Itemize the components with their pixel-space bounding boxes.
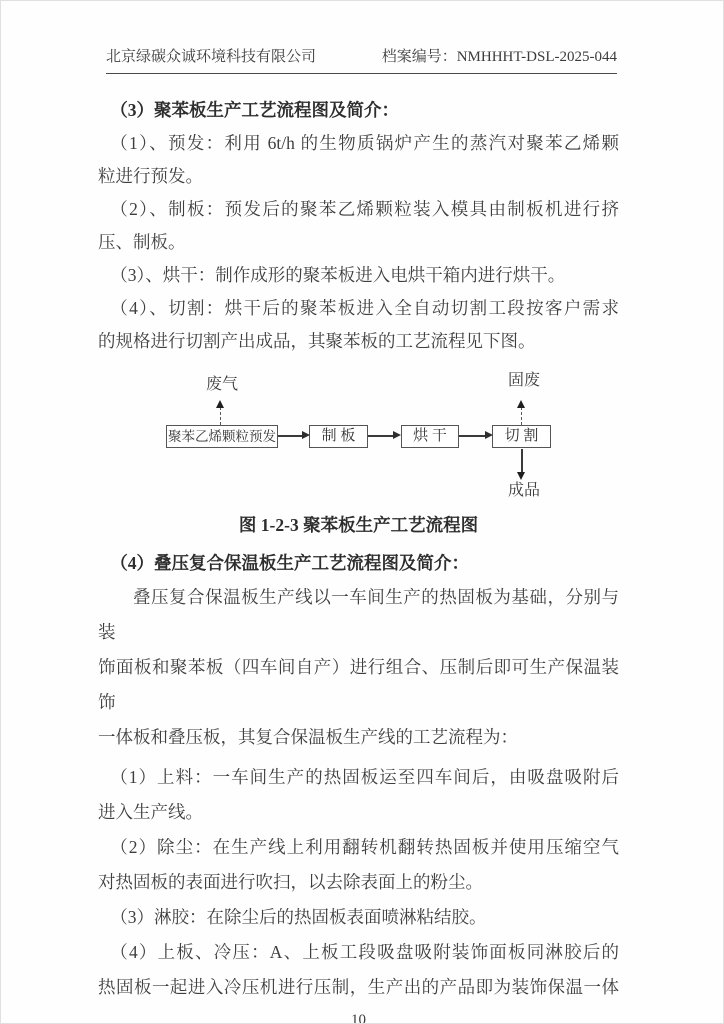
- section3-paragraphs: [98, 127, 619, 358]
- body-line: 进入生产线。: [98, 802, 203, 822]
- dashed-arrow-up-icon: [521, 407, 522, 425]
- process-box-cut: 切 割: [492, 425, 551, 448]
- arrow-shaft: [278, 435, 303, 437]
- body-line: （4）上板、冷压：A、上板工段吸盘吸附装饰面板同淋胶后的: [110, 942, 619, 962]
- page-body: [98, 94, 619, 1005]
- body-line: （3）淋胶：在除尘后的热固板表面喷淋粘结胶。: [110, 907, 487, 927]
- body-line: （2）、制板：预发后的聚苯乙烯颗粒装入模具由制板机进行挤: [110, 199, 619, 219]
- body-line: （1）上料：一车间生产的热固板运至四车间后，由吸盘吸附后: [110, 767, 619, 787]
- page-footer: [98, 1010, 619, 1024]
- arrowhead-down-icon: [517, 472, 525, 480]
- body-line: 一体板和叠压板，其复合保温板生产线的工艺流程为：: [98, 727, 518, 747]
- waste-gas-label: 废气: [205, 376, 238, 393]
- body-line: （3）、烘干：制作成形的聚苯板进入电烘干箱内进行烘干。: [110, 265, 566, 285]
- arrowhead-right-icon: [302, 431, 310, 439]
- arrowhead-up-icon: [216, 400, 224, 408]
- process-flow-diagram: [98, 372, 619, 504]
- arrowhead-right-icon: [485, 431, 493, 439]
- section3-heading: （3）聚苯板生产工艺流程图及简介：: [110, 100, 399, 120]
- body-line: 饰面板和聚苯板（四车间自产）进行组合、压制后即可生产保温装饰: [98, 657, 619, 712]
- page-number: 10: [351, 1012, 366, 1024]
- body-line: 热固板一起进入冷压机进行压制，生产出的产品即为装饰保温一体: [98, 977, 619, 997]
- product-label: 成品: [507, 482, 540, 499]
- body-line: 压、制板。: [98, 232, 186, 252]
- section4-paragraphs: [98, 580, 619, 1005]
- archive-number-label: 档案编号：: [381, 49, 457, 65]
- arrow-down-icon: [521, 449, 523, 473]
- section4-heading: （4）叠压复合保温板生产工艺流程图及简介：: [110, 553, 469, 573]
- body-line: （1）、预发：利用 6t/h 的生物质锅炉产生的蒸汽对聚苯乙烯颗: [110, 133, 619, 153]
- arrow-shaft: [459, 435, 486, 437]
- body-line: 叠压复合保温板生产线以一车间生产的热固板为基础，分别与装: [98, 587, 619, 642]
- body-line: 对热固板的表面进行吹扫，以去除表面上的粉尘。: [98, 872, 483, 892]
- body-line: （4）、切割：烘干后的聚苯板进入全自动切割工段按客户需求: [110, 298, 619, 318]
- process-box-prefoam: 聚苯乙烯颗粒预发: [166, 425, 278, 448]
- body-line: 的规格进行切割产出成品，其聚苯板的工艺流程见下图。: [98, 331, 536, 351]
- process-box-board: 制 板: [309, 425, 368, 448]
- page-header: [106, 47, 617, 74]
- archive-number: [382, 47, 617, 67]
- solid-waste-label: 固废: [507, 372, 540, 389]
- arrowhead-right-icon: [393, 431, 401, 439]
- arrowhead-up-icon: [517, 400, 525, 408]
- company-name: 北京绿碳众诚环境科技有限公司: [106, 49, 317, 65]
- body-line: （2）除尘：在生产线上利用翻转机翻转热固板并使用压缩空气: [110, 837, 619, 857]
- body-line: 粒进行预发。: [98, 166, 203, 186]
- dashed-arrow-up-icon: [220, 407, 221, 425]
- figure-caption: 图 1-2-3 聚苯板生产工艺流程图: [238, 515, 479, 535]
- archive-number-value: NMHHHT-DSL-2025-044: [456, 49, 617, 65]
- arrow-shaft: [368, 435, 394, 437]
- process-box-dry: 烘 干: [401, 425, 459, 448]
